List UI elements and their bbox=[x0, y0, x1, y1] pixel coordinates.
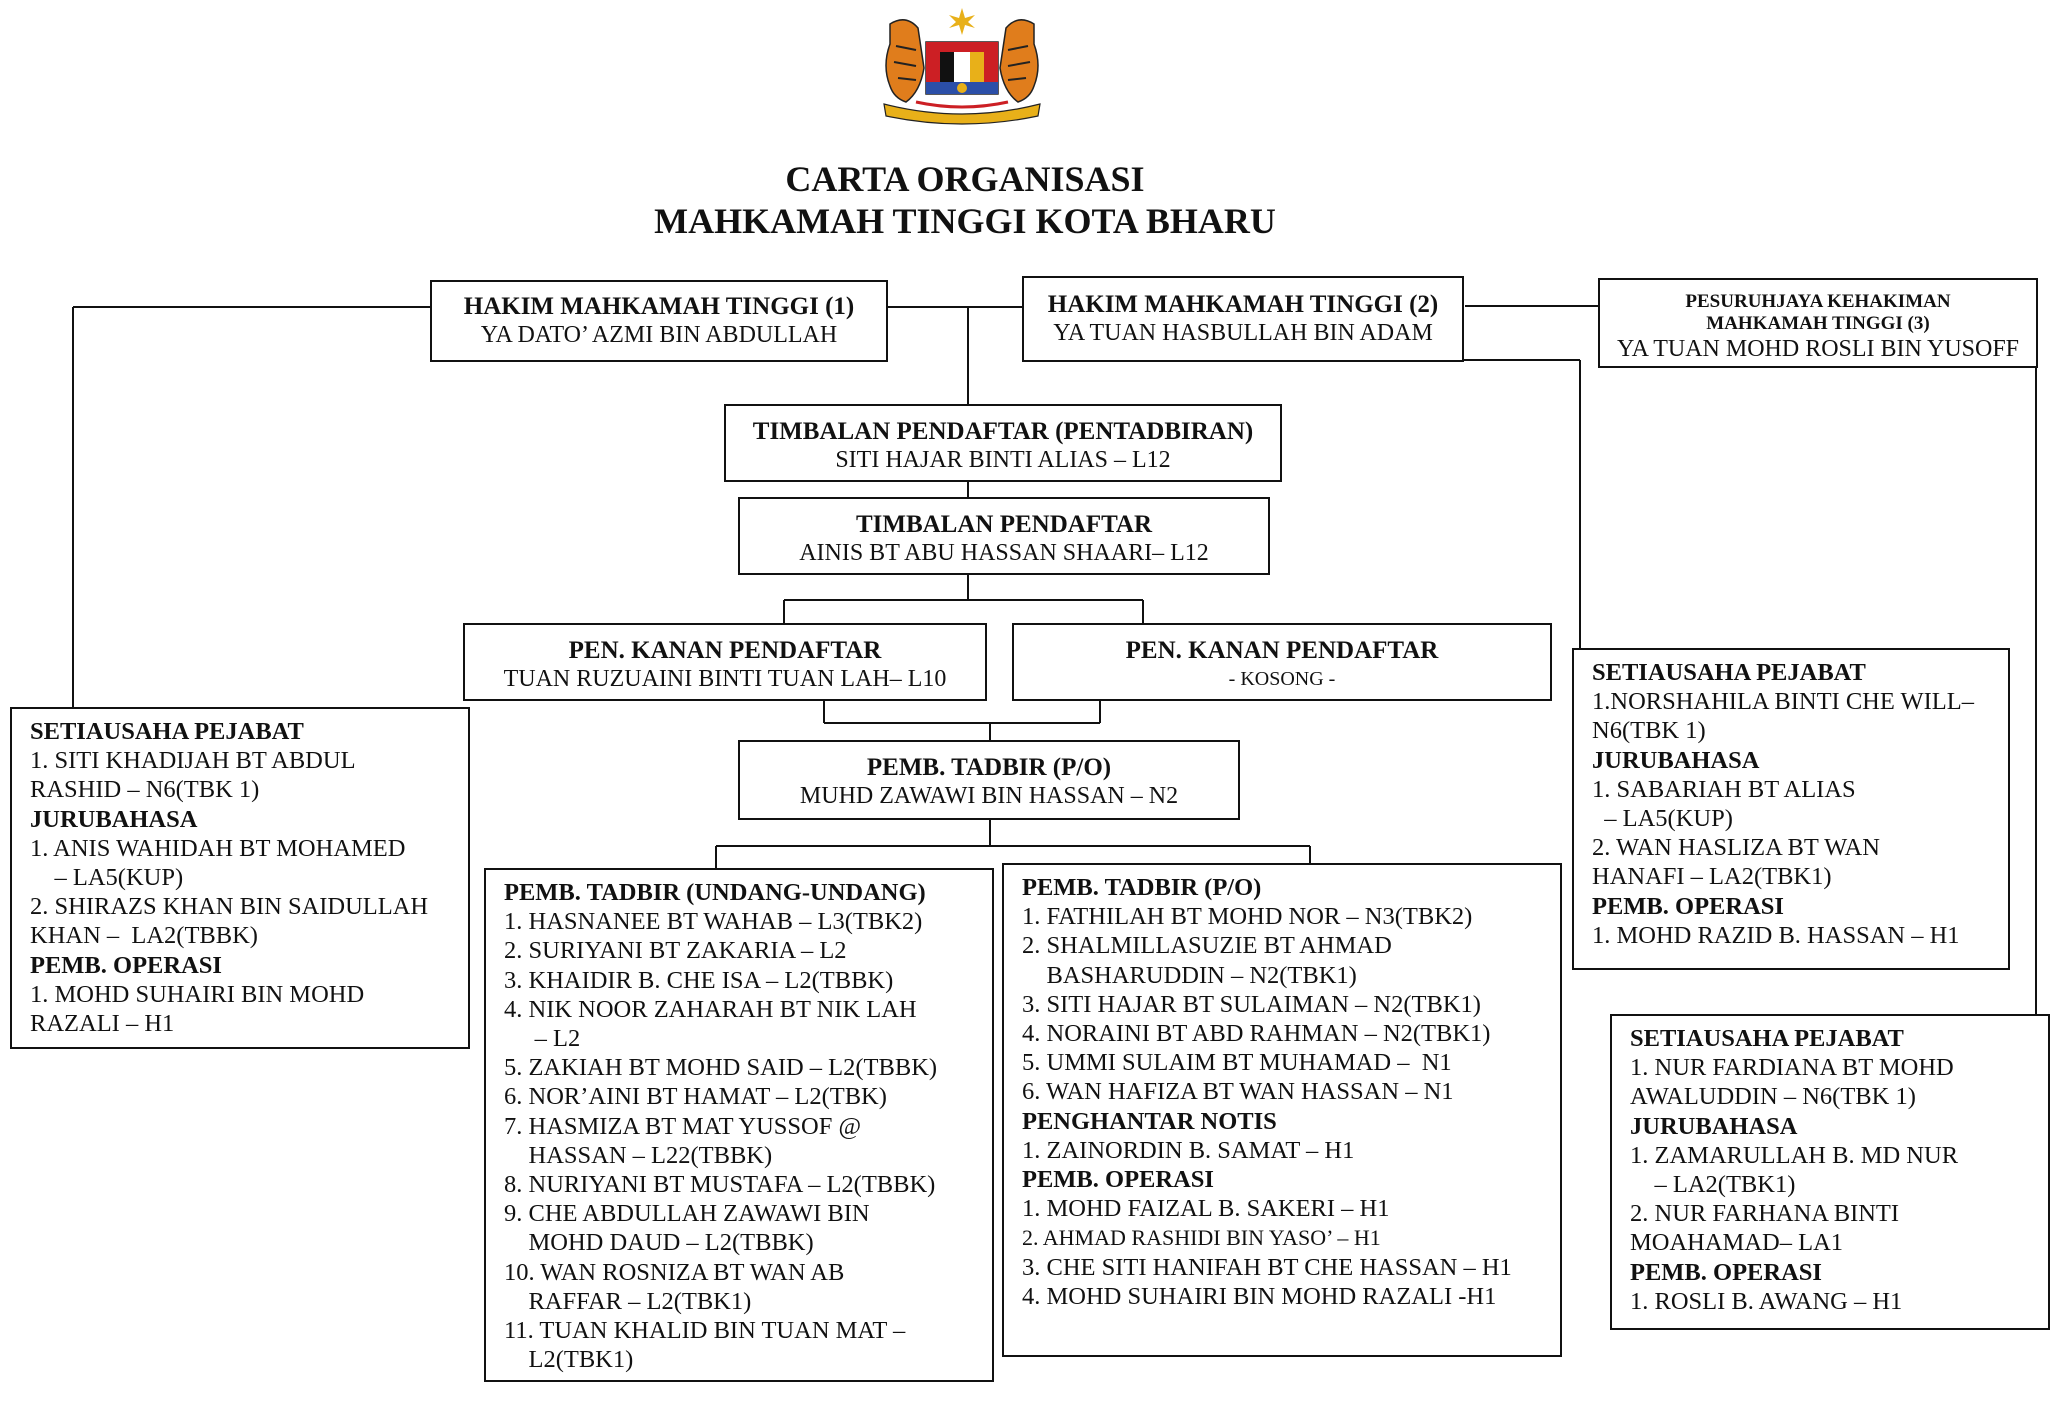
list-item: N6(TBK 1) bbox=[1592, 717, 1706, 745]
list-item: 2. NUR FARHANA BINTI bbox=[1630, 1200, 1900, 1228]
chart-title-line-1: CARTA ORGANISASI bbox=[785, 159, 1145, 199]
list-item: L2(TBK1) bbox=[504, 1346, 634, 1374]
node-pemb-tadbir-po bbox=[738, 740, 1240, 820]
list-item: 1. SITI KHADIJAH BT ABDUL bbox=[30, 747, 356, 775]
node-pen-kanan-1 bbox=[463, 623, 987, 701]
list-item: 1. ROSLI B. AWANG – H1 bbox=[1630, 1287, 1903, 1315]
list-item: RASHID – N6(TBK 1) bbox=[30, 776, 260, 804]
list-item: HASSAN – L22(TBBK) bbox=[504, 1141, 773, 1169]
list-item: 3. KHAIDIR B. CHE ISA – L2(TBBK) bbox=[504, 966, 894, 994]
section-heading: JURUBAHASA bbox=[1630, 1112, 1798, 1140]
node-name: AINIS BT ABU HASSAN SHAARI– L12 bbox=[799, 540, 1209, 566]
list-item: – LA5(KUP) bbox=[30, 864, 184, 892]
list-item: 1. ZAINORDIN B. SAMAT – H1 bbox=[1022, 1136, 1355, 1164]
list-item: 5. ZAKIAH BT MOHD SAID – L2(TBBK) bbox=[504, 1054, 938, 1082]
list-item: RAFFAR – L2(TBK1) bbox=[504, 1287, 752, 1315]
list-item: 3. SITI HAJAR BT SULAIMAN – N2(TBK1) bbox=[1022, 990, 1481, 1018]
list-item: 11. TUAN KHALID BIN TUAN MAT – bbox=[504, 1317, 906, 1345]
list-item: 6. NOR’AINI BT HAMAT – L2(TBK) bbox=[504, 1083, 887, 1111]
node-pen-kanan-2 bbox=[1012, 623, 1552, 701]
list-item: 1. NUR FARDIANA BT MOHD bbox=[1630, 1054, 1954, 1082]
list-item: 1. ANIS WAHIDAH BT MOHAMED bbox=[30, 834, 406, 862]
list-item: 1. SABARIAH BT ALIAS bbox=[1592, 775, 1856, 803]
section-heading: PEMB. OPERASI bbox=[1592, 892, 1784, 920]
chart-title-line-2: MAHKAMAH TINGGI KOTA BHARU bbox=[654, 201, 1276, 241]
list-item: 1. ZAMARULLAH B. MD NUR bbox=[1630, 1141, 1959, 1169]
list-item: 2. AHMAD RASHIDI BIN YASO’ – H1 bbox=[1022, 1225, 1381, 1251]
list-item: 8. NURIYANI BT MUSTAFA – L2(TBBK) bbox=[504, 1171, 936, 1199]
list-item: 1. FATHILAH BT MOHD NOR – N3(TBK2) bbox=[1022, 903, 1473, 931]
section-heading: SETIAUSAHA PEJABAT bbox=[30, 718, 304, 745]
list-item: 1.NORSHAHILA BINTI CHE WILL– bbox=[1592, 688, 1974, 716]
list-item: BASHARUDDIN – N2(TBK1) bbox=[1022, 961, 1357, 989]
section-heading: PEMB. TADBIR (UNDANG-UNDANG) bbox=[504, 879, 926, 906]
list-item: AWALUDDIN – N6(TBK 1) bbox=[1630, 1083, 1916, 1111]
staff-box-right-1 bbox=[1572, 648, 2010, 970]
list-item: 4. MOHD SUHAIRI BIN MOHD RAZALI -H1 bbox=[1022, 1282, 1497, 1310]
malaysia-coat-of-arms-icon bbox=[876, 6, 1048, 131]
list-item: MOAHAMAD– LA1 bbox=[1630, 1229, 1844, 1257]
list-item: 1. MOHD SUHAIRI BIN MOHD bbox=[30, 980, 365, 1008]
list-item: 2. WAN HASLIZA BT WAN bbox=[1592, 834, 1880, 862]
section-heading: SETIAUSAHA PEJABAT bbox=[1630, 1025, 1904, 1052]
list-item: – L2 bbox=[504, 1025, 581, 1053]
node-title: TIMBALAN PENDAFTAR (PENTADBIRAN) bbox=[752, 418, 1254, 445]
list-item: MOHD DAUD – L2(TBBK) bbox=[504, 1229, 814, 1257]
node-name: MUHD ZAWAWI BIN HASSAN – N2 bbox=[799, 783, 1179, 809]
section-heading: PEMB. TADBIR (P/O) bbox=[1022, 874, 1262, 901]
node-name: - KOSONG - bbox=[1228, 668, 1336, 690]
list-item: 1. MOHD RAZID B. HASSAN – H1 bbox=[1592, 921, 1960, 949]
list-item: 7. HASMIZA BT MAT YUSSOF @ bbox=[504, 1112, 862, 1140]
section-heading: PEMB. OPERASI bbox=[1022, 1166, 1214, 1194]
list-item: 2. SHALMILLASUZIE BT AHMAD bbox=[1022, 932, 1392, 960]
node-pesuruhjaya bbox=[1598, 278, 2038, 368]
list-item: 9. CHE ABDULLAH ZAWAWI BIN bbox=[504, 1200, 870, 1228]
staff-box-right-2 bbox=[1610, 1014, 2050, 1330]
node-hakim-2 bbox=[1022, 276, 1464, 362]
list-item: 6. WAN HAFIZA BT WAN HASSAN – N1 bbox=[1022, 1078, 1454, 1106]
list-item: 5. UMMI SULAIM BT MUHAMAD – N1 bbox=[1022, 1049, 1452, 1077]
section-heading: PENGHANTAR NOTIS bbox=[1022, 1107, 1277, 1135]
list-item: 2. SURIYANI BT ZAKARIA – L2 bbox=[504, 937, 847, 965]
node-name: SITI HAJAR BINTI ALIAS – L12 bbox=[835, 447, 1171, 473]
list-item: KHAN – LA2(TBBK) bbox=[30, 922, 258, 950]
section-heading: JURUBAHASA bbox=[1592, 746, 1760, 774]
list-item: 1. HASNANEE BT WAHAB – L3(TBK2) bbox=[504, 908, 923, 936]
list-item: 4. NIK NOOR ZAHARAH BT NIK LAH bbox=[504, 995, 917, 1023]
list-item: 4. NORAINI BT ABD RAHMAN – N2(TBK1) bbox=[1022, 1020, 1491, 1048]
staff-box-pemb-tadbir-po bbox=[1002, 863, 1562, 1357]
list-item: HANAFI – LA2(TBK1) bbox=[1592, 863, 1832, 891]
node-title: PEMB. TADBIR (P/O) bbox=[866, 754, 1112, 781]
list-item: 1. MOHD FAIZAL B. SAKERI – H1 bbox=[1022, 1195, 1390, 1223]
node-timbalan-pentadbiran bbox=[724, 404, 1282, 482]
list-item: – LA2(TBK1) bbox=[1630, 1171, 1796, 1199]
node-title: TIMBALAN PENDAFTAR bbox=[855, 511, 1153, 538]
list-item: 3. CHE SITI HANIFAH BT CHE HASSAN – H1 bbox=[1022, 1253, 1512, 1281]
section-heading: SETIAUSAHA PEJABAT bbox=[1592, 659, 1866, 686]
node-name: YA TUAN MOHD ROSLI BIN YUSOFF bbox=[1616, 336, 2020, 362]
section-heading: JURUBAHASA bbox=[30, 805, 198, 833]
list-item: – LA5(KUP) bbox=[1592, 805, 1733, 833]
node-name: YA DATO’ AZMI BIN ABDULLAH bbox=[480, 322, 838, 348]
staff-box-undang-undang bbox=[484, 868, 994, 1382]
chart-title bbox=[0, 158, 1930, 242]
node-name: TUAN RUZUAINI BINTI TUAN LAH– L10 bbox=[503, 666, 947, 692]
staff-box-left bbox=[10, 707, 470, 1049]
list-item: RAZALI – H1 bbox=[30, 1010, 175, 1038]
coat-of-arms bbox=[876, 6, 1048, 131]
node-hakim-1 bbox=[430, 280, 888, 362]
node-timbalan bbox=[738, 497, 1270, 575]
section-heading: PEMB. OPERASI bbox=[1630, 1258, 1822, 1286]
node-title-line-1: PESURUHJAYA KEHAKIMAN bbox=[1685, 291, 1951, 312]
node-name: YA TUAN HASBULLAH BIN ADAM bbox=[1053, 320, 1433, 346]
node-title: PEN. KANAN PENDAFTAR bbox=[1125, 637, 1439, 664]
node-title: HAKIM MAHKAMAH TINGGI (1) bbox=[463, 293, 855, 320]
section-heading: PEMB. OPERASI bbox=[30, 951, 222, 979]
list-item: 2. SHIRAZS KHAN BIN SAIDULLAH bbox=[30, 893, 429, 921]
node-title-line-2: MAHKAMAH TINGGI (3) bbox=[1706, 313, 1930, 334]
node-title: HAKIM MAHKAMAH TINGGI (2) bbox=[1047, 291, 1439, 318]
node-title: PEN. KANAN PENDAFTAR bbox=[568, 637, 882, 664]
list-item: 10. WAN ROSNIZA BT WAN AB bbox=[504, 1258, 845, 1286]
